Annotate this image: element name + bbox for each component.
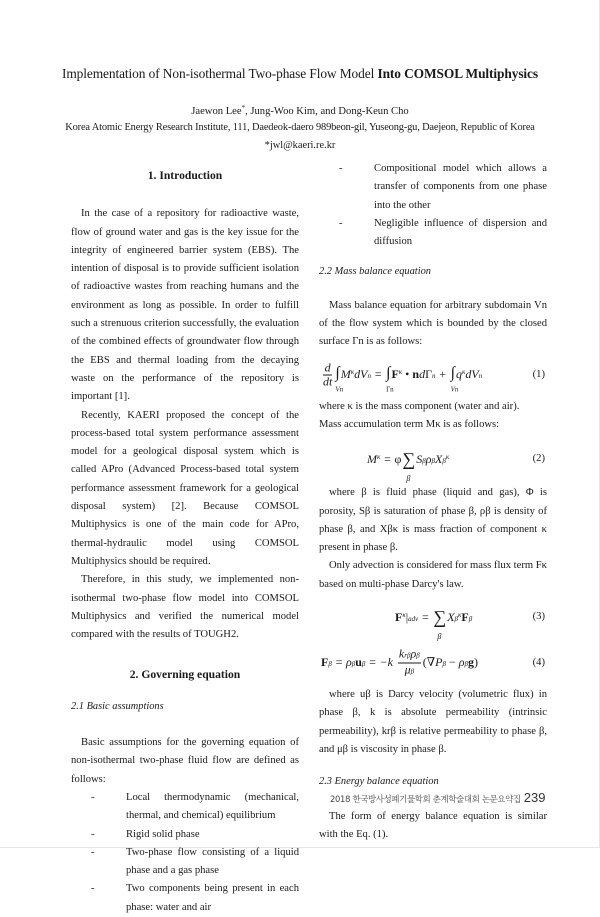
assumption-item: - Rigid solid phase <box>126 826 299 844</box>
mass-flux-paragraph: Only advection is considered for mass flux term Fκ based on multi-phase Darcy's law. <box>319 560 547 590</box>
assumption-item: - Compositional model which allows a transfer of components from one phase into the other <box>374 160 547 215</box>
equation-2 <box>319 434 547 484</box>
equation-3 <box>319 594 547 640</box>
energy-balance-paragraph: The form of energy balance equation is similar with the Eq. (1). <box>319 810 547 840</box>
subsection-heading-energy-balance: 2.3 Energy balance equation <box>319 776 439 788</box>
subsection-heading-mass-balance: 2.2 Mass balance equation <box>319 266 431 278</box>
right-column <box>319 160 547 844</box>
intro-paragraph-3: Therefore, in this study, we implemented non-isothermal two-phase flow model into COMSOL Multiphysics and verified the numerical model compared with the results of TOUGH2. <box>71 574 299 641</box>
assumptions-intro: Basic assumptions for the governing equation of non-isothermal two-phase fluid flow are defined as follows: <box>71 737 299 785</box>
paper-title: Implementation of Non-isothermal Two-phase Flow Model Into COMSOL Multiphysics <box>61 66 539 81</box>
corresponding-author-mark: * <box>241 104 246 112</box>
assumption-item: - Two components being present in each phase: water and air <box>126 880 299 917</box>
section-heading-governing-equation: 2. Governing equation <box>129 668 241 682</box>
equation-2-number: (2) <box>532 453 545 465</box>
subsection-heading-basic-assumptions: 2.1 Basic assumptions <box>71 700 164 712</box>
page-number: 239 <box>523 790 546 805</box>
eq2-explanation: where β is fluid phase (liquid and gas), Φ is porosity, Sβ is saturation of phase β, ρβ is density of phase β, and Xβκ is mass fraction of component κ present in phase β. <box>319 487 547 554</box>
equation-1-number: (1) <box>532 368 545 380</box>
equation-4-number: (4) <box>532 656 545 668</box>
intro-paragraph-2: Recently, KAERI proposed the concept of the process-based total system performance assessment model for a geological disposal system which is called APro (Advanced Process-based total system performance assessment framework for a geological disposal system) [2]. Because COMSOL Multiphysics is one of the main code for APro, thermal-hydraulic model using COMSOL Multiphysics should be required. <box>71 409 299 567</box>
author-list: Jaewon Lee*, Jung-Woo Kim, and Dong-Keun Cho <box>191 104 409 117</box>
eq4-explanation: where uβ is Darcy velocity (volumetric flux) in phase β, k is absolute permeability (intrinsic permeability), krβ is relative permeability to phase β, and μβ is viscosity in phase β. <box>319 689 547 755</box>
left-column <box>71 160 299 917</box>
proceedings-title: 2018 한국방사성폐기물학회 춘계학술대회 논문요약집 <box>330 794 521 804</box>
equation-1-body: $\frac{d}{dt}$ ∫ Vn $M^\kappa dVn$ = ∫ Γn $F^\kappa$ • ndΓn + ∫ Vn $q^\kappa dVn$ <box>323 360 483 394</box>
assumption-item: - Local thermodynamic (mechanical, thermal, and chemical) equilibrium <box>126 789 299 826</box>
equation-2-body: $M^\kappa = \varphi\sum$ β SβρβXβ$^\kappa$ <box>367 449 450 484</box>
mass-accumulation-intro: Mass accumulation term Mκ is as follows: <box>319 418 500 430</box>
equation-4-body: Fβ = ρβuβ = −k $\frac{\text{krβρβ}}{\mu\beta}$ (∇Pβ − ρβg) <box>321 646 478 677</box>
assumption-item: - Negligible influence of dispersion and diffusion <box>374 215 547 252</box>
equation-4 <box>319 640 547 686</box>
equation-1 <box>319 352 547 398</box>
assumptions-list-continued <box>319 160 547 251</box>
intro-paragraph-1: In the case of a repository for radioactive waste, flow of ground water and gas is the key issue for the integrity of engineered barrier system (EBS). The intention of disposal is to provide sufficient isolation of radioactive wastes from reaching humans and the environment as long as possible. In order to fulfill such a strenuous criterion successfully, the evaluation of the combined effects of groundwater flow through the EBS and thermal loading from the decaying waste on the performance of the repository is important [1]. <box>71 208 299 403</box>
mass-balance-paragraph: Mass balance equation for arbitrary subdomain Vn of the flow system which is bounded by the closed surface Γn is as follows: <box>319 299 547 348</box>
equation-3-body: $F^\kappa|adv$ = ∑ β $X\beta^\kappa F\beta$ <box>395 606 473 641</box>
section-heading-introduction: 1. Introduction <box>147 169 223 182</box>
author-email[interactable]: *jwl@kaeri.re.kr <box>264 140 336 151</box>
affiliation: Korea Atomic Energy Research Institute, 111, Daedeok-daero 989beon-gil, Yuseong-gu, Daejeon, Republic of Korea <box>65 122 535 133</box>
assumption-item: - Two-phase flow consisting of a liquid phase and a gas phase <box>126 844 299 881</box>
assumptions-list <box>71 789 299 917</box>
page-footer <box>330 790 546 805</box>
equation-3-number: (3) <box>532 610 545 622</box>
eq1-explanation: where κ is the mass component (water and air). <box>319 400 520 412</box>
paper-title-bold: Into COMSOL Multiphysics <box>377 66 539 81</box>
